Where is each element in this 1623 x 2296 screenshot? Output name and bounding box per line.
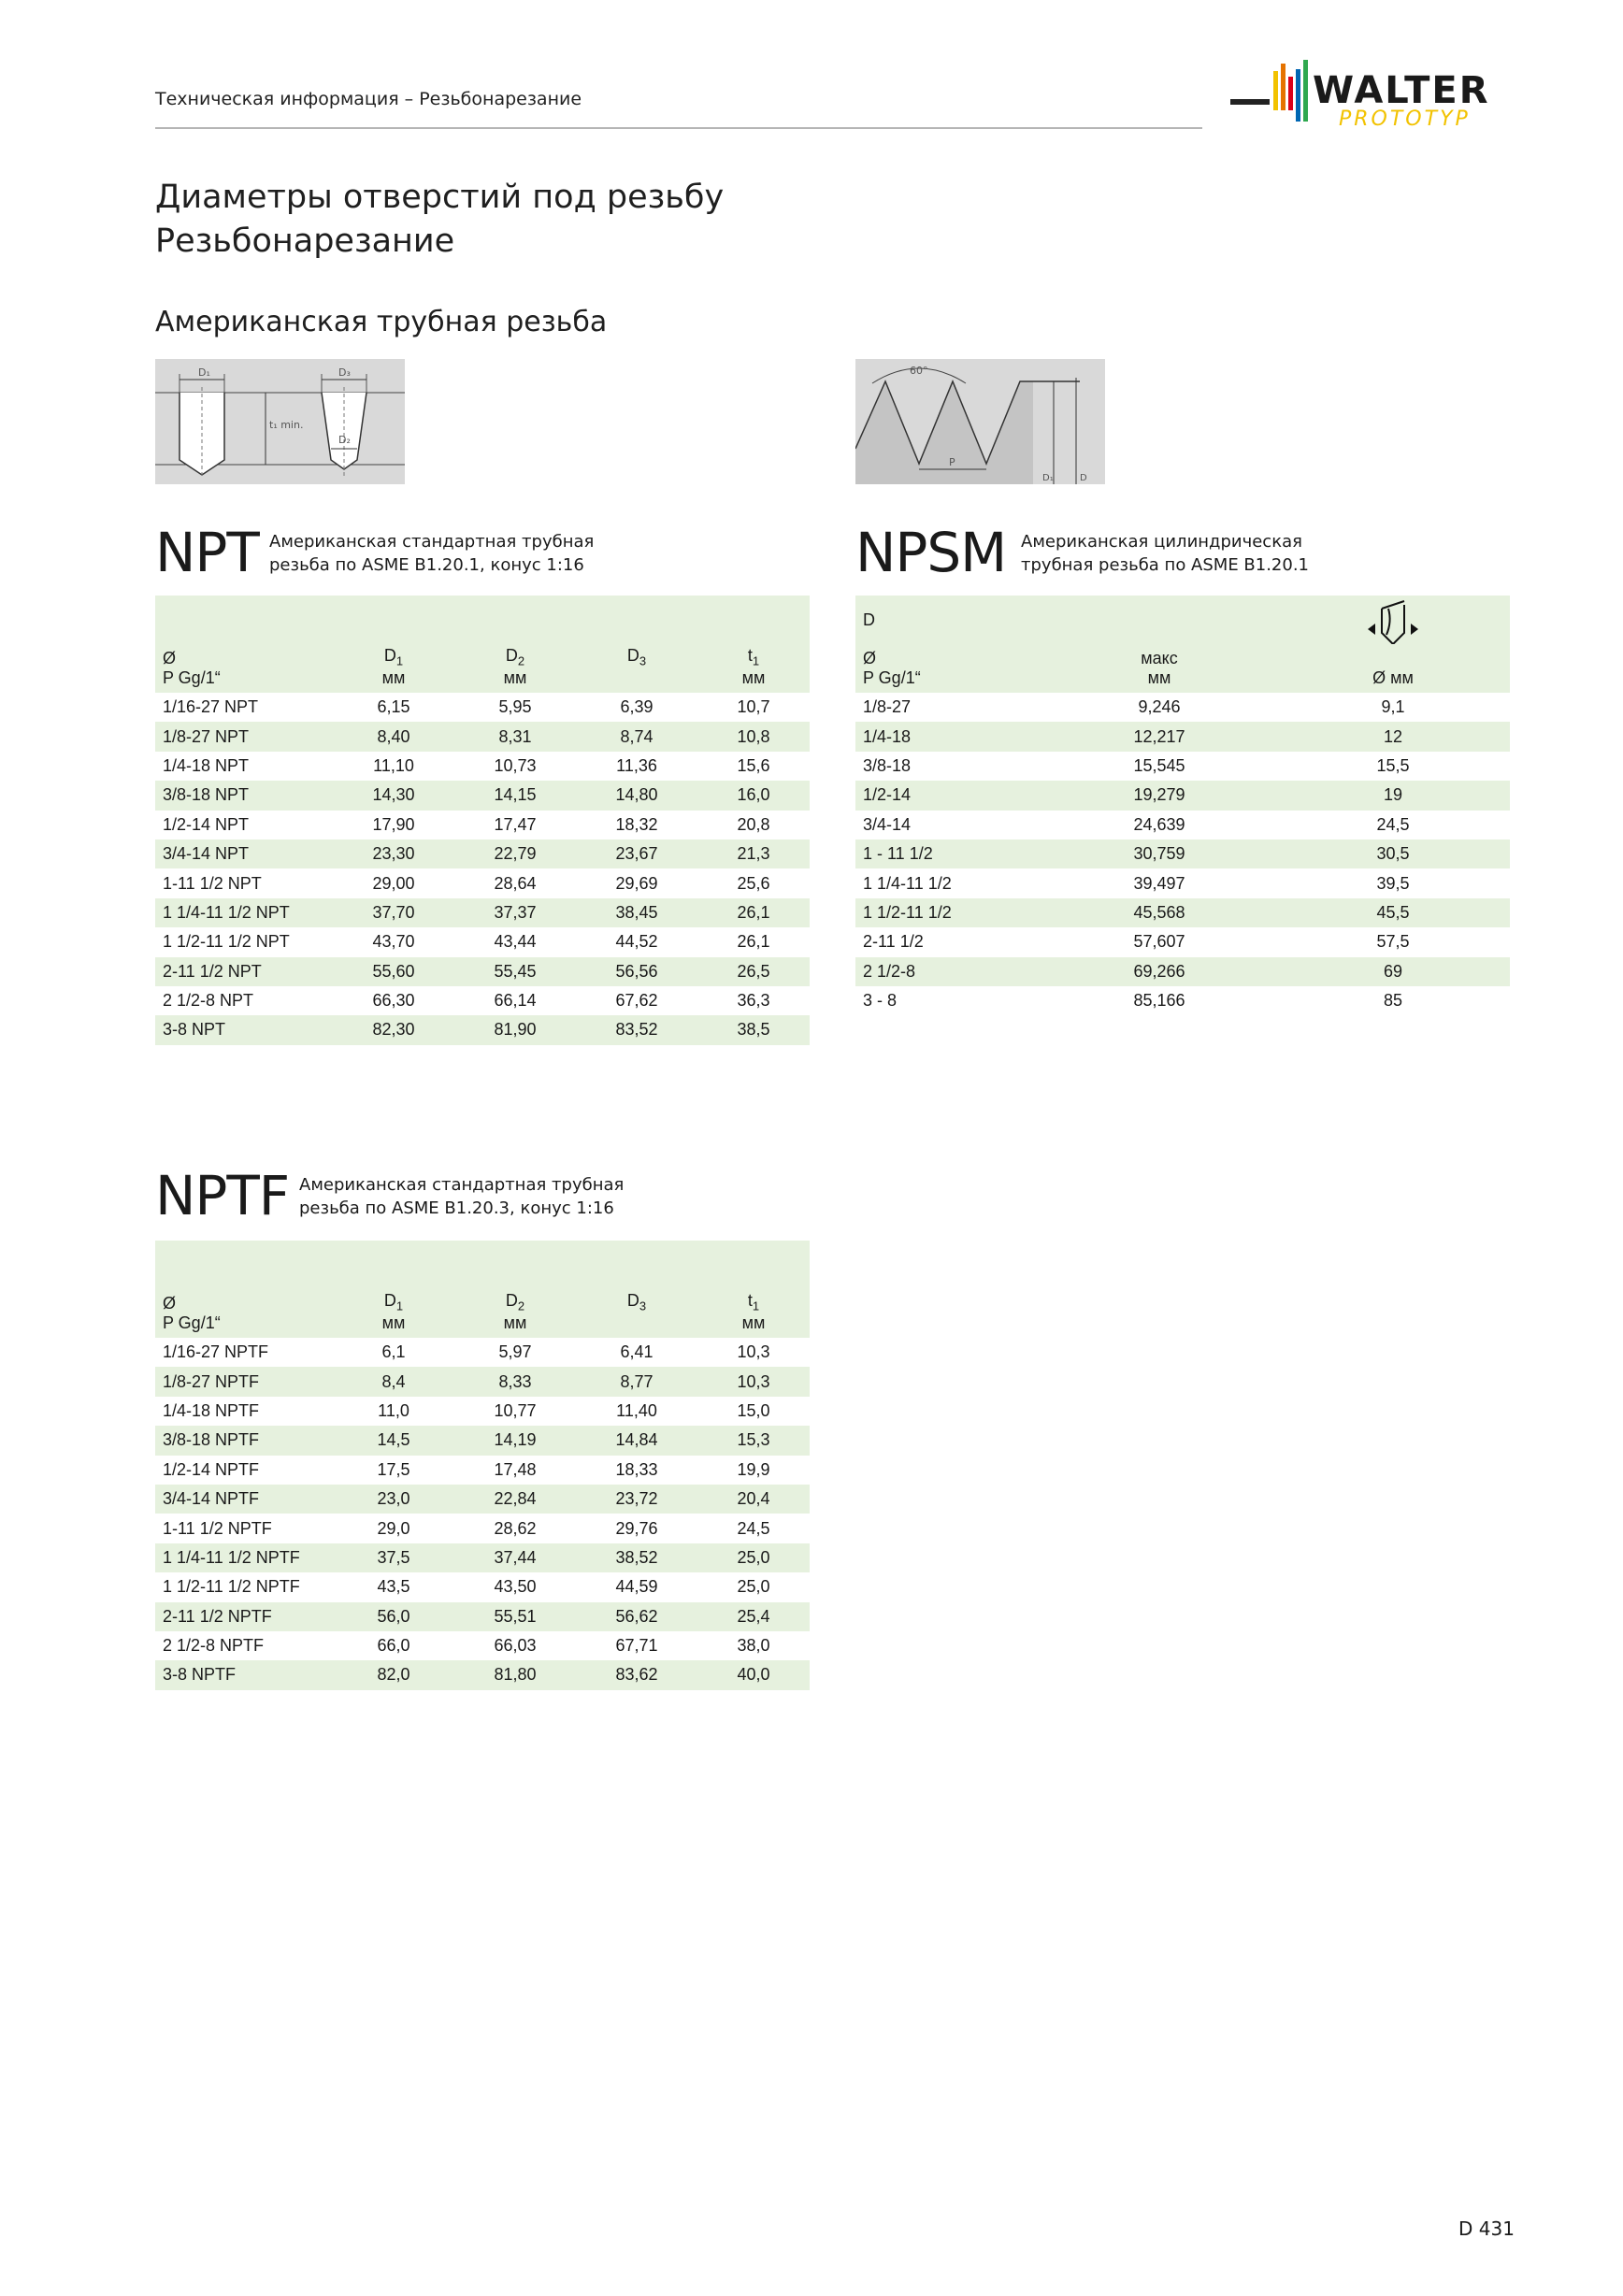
nptf-col-t1: $t_1$ — [747, 1291, 760, 1313]
npt-unit-d2: мм — [454, 668, 576, 693]
table-row — [855, 957, 1510, 986]
value-cell: 28,64 — [494, 873, 537, 893]
value-cell: 19,9 — [737, 1459, 770, 1479]
value-cell: 45,5 — [1376, 902, 1410, 922]
value-cell: 43,70 — [372, 932, 415, 952]
value-cell: 43,50 — [494, 1577, 537, 1597]
thread-size-cell: 1/8-27 — [863, 697, 912, 717]
value-cell: 8,31 — [498, 726, 532, 746]
value-cell: 30,5 — [1376, 844, 1410, 864]
npt-col-d1: $D_1$ — [383, 646, 404, 668]
label-p: P — [949, 456, 955, 468]
value-cell: 38,45 — [615, 902, 658, 922]
thread-size-cell: 3/4-14 — [863, 814, 912, 834]
npsm-col-d: D — [863, 610, 875, 629]
table-row — [155, 781, 810, 810]
value-cell: 6,1 — [381, 1342, 406, 1362]
value-cell: 69,266 — [1133, 961, 1185, 981]
table-row — [155, 1514, 810, 1543]
value-cell: 85,166 — [1133, 991, 1185, 1011]
label-t1: t₁ min. — [269, 419, 304, 431]
value-cell: 14,19 — [494, 1430, 537, 1450]
page-number: D 431 — [1458, 2217, 1515, 2240]
value-cell: 40,0 — [737, 1665, 770, 1685]
value-cell: 6,41 — [620, 1342, 654, 1362]
thread-size-cell: 1/4-18 — [863, 726, 912, 746]
npsm-code: NPSM — [855, 521, 1007, 584]
table-row — [155, 868, 810, 897]
table-row — [855, 722, 1510, 751]
page-title-line1: Диаметры отверстий под резьбу — [155, 179, 725, 216]
value-cell: 56,62 — [615, 1606, 658, 1626]
value-cell: 44,52 — [615, 932, 658, 952]
npsm-unit-max: мм — [1042, 668, 1276, 693]
nptf-col-d3: $D_3$ — [626, 1291, 647, 1313]
table-row — [155, 722, 810, 751]
value-cell: 9,1 — [1381, 697, 1405, 717]
nptf-code: NPTF — [155, 1164, 290, 1227]
table-row — [155, 986, 810, 1015]
table-row — [155, 693, 810, 722]
npt-description-line2: резьба по ASME B1.20.1, конус 1:16 — [269, 555, 584, 575]
value-cell: 57,5 — [1376, 932, 1410, 952]
table-row — [155, 957, 810, 986]
thread-size-cell: 1 1/4-11 1/2 — [863, 873, 952, 893]
npt-col-diameter: Ø — [163, 649, 177, 667]
table-row — [855, 839, 1510, 868]
value-cell: 81,90 — [494, 1020, 537, 1040]
value-cell: 17,48 — [494, 1459, 537, 1479]
thread-size-cell: 1/4-18 NPTF — [163, 1400, 260, 1420]
thread-size-cell: 1/8-27 NPT — [163, 726, 250, 746]
value-cell: 8,4 — [381, 1371, 406, 1391]
table-row — [155, 1485, 810, 1514]
logo-brand: WALTER — [1313, 69, 1490, 112]
nptf-col-pitch: P Gg/1“ — [155, 1313, 333, 1338]
table-row — [155, 1631, 810, 1660]
value-cell: 11,40 — [616, 1400, 657, 1420]
value-cell: 29,69 — [615, 873, 658, 893]
nptf-unit-d1: мм — [333, 1313, 454, 1338]
table-row — [155, 927, 810, 956]
npt-code: NPT — [155, 521, 259, 584]
value-cell: 81,80 — [494, 1665, 537, 1685]
value-cell: 67,71 — [615, 1636, 658, 1656]
npt-table — [155, 596, 810, 1045]
drill-icon — [1276, 596, 1510, 644]
table-row — [155, 898, 810, 927]
value-cell: 22,79 — [494, 844, 537, 864]
value-cell: 14,30 — [372, 785, 415, 805]
npsm-col-pitch: P Gg/1“ — [855, 668, 1042, 693]
thread-size-cell: 3/8-18 — [863, 755, 912, 775]
npsm-table — [855, 596, 1510, 1015]
thread-size-cell: 1/2-14 NPTF — [163, 1459, 260, 1479]
section-subtitle: Американская трубная резьба — [155, 306, 608, 338]
table-row — [155, 1602, 810, 1631]
value-cell: 12,217 — [1133, 726, 1185, 746]
value-cell: 15,6 — [737, 755, 770, 775]
thread-size-cell: 3-8 NPT — [163, 1020, 226, 1040]
thread-size-cell: 2 1/2-8 — [863, 961, 916, 981]
thread-size-cell: 3/4-14 NPT — [163, 844, 250, 864]
value-cell: 26,5 — [737, 961, 770, 981]
npt-col-d3: $D_3$ — [626, 646, 647, 668]
thread-size-cell: 3/4-14 NPTF — [163, 1489, 260, 1509]
value-cell: 5,97 — [498, 1342, 532, 1362]
value-cell: 24,5 — [737, 1518, 770, 1538]
table-row — [855, 868, 1510, 897]
value-cell: 56,0 — [377, 1606, 410, 1626]
value-cell: 6,15 — [377, 697, 410, 717]
value-cell: 10,8 — [737, 726, 770, 746]
npt-unit-t1: мм — [697, 668, 810, 693]
nptf-description — [299, 1173, 624, 1220]
thread-size-cell: 1-11 1/2 NPT — [163, 873, 262, 893]
npt-unit-d3 — [576, 668, 697, 693]
thread-size-cell: 1 1/2-11 1/2 NPTF — [163, 1577, 300, 1597]
value-cell: 17,5 — [377, 1459, 410, 1479]
value-cell: 25,0 — [737, 1577, 770, 1597]
value-cell: 8,33 — [498, 1371, 532, 1391]
value-cell: 14,15 — [494, 785, 537, 805]
value-cell: 19,279 — [1133, 785, 1185, 805]
value-cell: 25,6 — [737, 873, 770, 893]
table-row — [855, 693, 1510, 722]
nptf-unit-d3 — [576, 1313, 697, 1338]
value-cell: 14,5 — [377, 1430, 410, 1450]
thread-size-cell: 1 1/4-11 1/2 NPTF — [163, 1547, 300, 1567]
value-cell: 10,73 — [494, 755, 537, 775]
thread-size-cell: 3-8 NPTF — [163, 1665, 237, 1685]
table-row — [155, 1397, 810, 1426]
value-cell: 25,4 — [737, 1606, 770, 1626]
value-cell: 55,45 — [494, 961, 537, 981]
value-cell: 9,246 — [1138, 697, 1181, 717]
value-cell: 23,30 — [372, 844, 415, 864]
thread-profile-diagram — [855, 359, 1105, 484]
label-60deg: 60° — [910, 365, 928, 377]
header-section: Техническая информация – Резьбонарезание — [155, 89, 582, 109]
label-d1-profile: D₁ — [1042, 473, 1054, 483]
thread-size-cell: 2-11 1/2 — [863, 932, 924, 952]
thread-size-cell: 1 1/4-11 1/2 NPT — [163, 902, 290, 922]
value-cell: 23,72 — [615, 1489, 658, 1509]
thread-size-cell: 1/16-27 NPT — [163, 697, 259, 717]
value-cell: 82,30 — [372, 1020, 415, 1040]
thread-size-cell: 3/8-18 NPTF — [163, 1430, 260, 1450]
value-cell: 10,7 — [737, 697, 770, 717]
value-cell: 67,62 — [615, 991, 658, 1011]
nptf-unit-d2: мм — [454, 1313, 576, 1338]
value-cell: 18,33 — [615, 1459, 658, 1479]
thread-size-cell: 2 1/2-8 NPTF — [163, 1636, 265, 1656]
value-cell: 22,84 — [494, 1489, 537, 1509]
thread-size-cell: 2-11 1/2 NPT — [163, 961, 262, 981]
npt-rows — [155, 693, 810, 1045]
value-cell: 8,74 — [620, 726, 654, 746]
value-cell: 36,3 — [737, 991, 770, 1011]
value-cell: 29,00 — [372, 873, 415, 893]
table-row — [855, 898, 1510, 927]
value-cell: 66,30 — [372, 991, 415, 1011]
nptf-description-line1: Американская стандартная трубная — [299, 1175, 625, 1195]
value-cell: 5,95 — [498, 697, 532, 717]
page-title — [155, 176, 724, 264]
npsm-col-diameter: Ø — [863, 649, 877, 667]
logo-sub: PROTOTYP — [1339, 108, 1471, 131]
table-row — [155, 1456, 810, 1485]
nptf-description-line2: резьба по ASME B1.20.3, конус 1:16 — [299, 1198, 614, 1218]
table-row — [155, 1338, 810, 1367]
value-cell: 30,759 — [1133, 844, 1185, 864]
value-cell: 8,77 — [620, 1371, 654, 1391]
npt-unit-d1: мм — [333, 668, 454, 693]
walter-prototyp-logo — [1230, 58, 1520, 135]
value-cell: 56,56 — [615, 961, 658, 981]
value-cell: 17,90 — [372, 814, 415, 834]
table-row — [155, 1572, 810, 1601]
value-cell: 37,5 — [377, 1547, 410, 1567]
value-cell: 11,10 — [373, 755, 414, 775]
value-cell: 15,3 — [737, 1430, 770, 1450]
table-row — [155, 1426, 810, 1455]
table-row — [155, 1015, 810, 1044]
page-title-line2: Резьбонарезание — [155, 222, 455, 260]
npsm-description-line2: трубная резьба по ASME B1.20.1 — [1021, 555, 1310, 575]
value-cell: 24,5 — [1376, 814, 1410, 834]
value-cell: 19 — [1383, 785, 1403, 805]
value-cell: 14,80 — [615, 785, 658, 805]
value-cell: 69 — [1383, 961, 1403, 981]
npsm-description — [1021, 530, 1309, 577]
npt-description — [269, 530, 594, 577]
value-cell: 66,14 — [494, 991, 537, 1011]
value-cell: 55,51 — [494, 1606, 537, 1626]
nptf-table — [155, 1241, 810, 1690]
label-d1: D₁ — [198, 366, 210, 379]
value-cell: 38,0 — [737, 1636, 770, 1656]
npt-description-line1: Американская стандартная трубная — [269, 532, 595, 552]
value-cell: 18,32 — [615, 814, 658, 834]
label-d2: D₂ — [338, 434, 351, 446]
thread-size-cell: 1 1/2-11 1/2 NPT — [163, 932, 290, 952]
value-cell: 43,5 — [377, 1577, 410, 1597]
table-row — [855, 927, 1510, 956]
npt-col-d2: $D_2$ — [505, 646, 525, 668]
table-row — [155, 1660, 810, 1689]
value-cell: 28,62 — [494, 1518, 537, 1538]
value-cell: 15,545 — [1133, 755, 1185, 775]
table-row — [155, 811, 810, 839]
value-cell: 29,0 — [377, 1518, 410, 1538]
value-cell: 45,568 — [1133, 902, 1185, 922]
nptf-col-d1: $D_1$ — [383, 1291, 404, 1313]
value-cell: 26,1 — [737, 902, 770, 922]
label-d-profile: D — [1080, 473, 1087, 483]
value-cell: 15,0 — [737, 1400, 770, 1420]
value-cell: 29,76 — [615, 1518, 658, 1538]
value-cell: 85 — [1383, 991, 1403, 1011]
npsm-description-line1: Американская цилиндрическая — [1021, 532, 1302, 552]
value-cell: 10,3 — [737, 1342, 770, 1362]
value-cell: 23,0 — [377, 1489, 410, 1509]
thread-size-cell: 1/4-18 NPT — [163, 755, 250, 775]
value-cell: 44,59 — [615, 1577, 658, 1597]
npsm-col-max: макс — [1141, 649, 1178, 667]
value-cell: 37,44 — [494, 1547, 537, 1567]
value-cell: 10,77 — [494, 1400, 537, 1420]
value-cell: 26,1 — [737, 932, 770, 952]
npsm-rows — [855, 693, 1510, 1015]
value-cell: 15,5 — [1376, 755, 1410, 775]
table-row — [155, 752, 810, 781]
thread-size-cell: 1/2-14 — [863, 785, 912, 805]
value-cell: 66,03 — [494, 1636, 537, 1656]
value-cell: 37,37 — [494, 902, 537, 922]
nptf-col-diameter: Ø — [163, 1294, 177, 1313]
table-row — [855, 986, 1510, 1015]
npt-col-pitch: P Gg/1“ — [155, 668, 333, 693]
value-cell: 20,8 — [737, 814, 770, 834]
table-row — [155, 839, 810, 868]
value-cell: 11,0 — [378, 1400, 409, 1420]
thread-size-cell: 1-11 1/2 NPTF — [163, 1518, 272, 1538]
table-row — [155, 1367, 810, 1396]
value-cell: 25,0 — [737, 1547, 770, 1567]
value-cell: 6,39 — [620, 697, 654, 717]
thread-size-cell: 2-11 1/2 NPTF — [163, 1606, 272, 1626]
header-divider — [155, 127, 1202, 129]
value-cell: 24,639 — [1133, 814, 1185, 834]
value-cell: 11,36 — [616, 755, 657, 775]
value-cell: 83,62 — [615, 1665, 658, 1685]
npsm-col-drill-diameter: Ø мм — [1276, 668, 1510, 693]
thread-size-cell: 1/8-27 NPTF — [163, 1371, 260, 1391]
thread-size-cell: 3 - 8 — [863, 991, 898, 1011]
npt-col-t1: $t_1$ — [747, 646, 760, 668]
value-cell: 23,67 — [615, 844, 658, 864]
value-cell: 43,44 — [494, 932, 537, 952]
value-cell: 21,3 — [737, 844, 770, 864]
value-cell: 37,70 — [372, 902, 415, 922]
value-cell: 16,0 — [737, 785, 770, 805]
value-cell: 82,0 — [377, 1665, 410, 1685]
nptf-rows — [155, 1338, 810, 1690]
value-cell: 39,497 — [1133, 873, 1185, 893]
table-row — [855, 752, 1510, 781]
thread-size-cell: 3/8-18 NPT — [163, 785, 250, 805]
value-cell: 12 — [1383, 726, 1403, 746]
nptf-col-d2: $D_2$ — [505, 1291, 525, 1313]
value-cell: 17,47 — [494, 814, 537, 834]
thread-size-cell: 1/16-27 NPTF — [163, 1342, 269, 1362]
hole-diagram — [155, 359, 405, 484]
table-row — [155, 1543, 810, 1572]
value-cell: 83,52 — [615, 1020, 658, 1040]
value-cell: 14,84 — [615, 1430, 658, 1450]
value-cell: 10,3 — [737, 1371, 770, 1391]
value-cell: 38,5 — [737, 1020, 770, 1040]
thread-size-cell: 1/2-14 NPT — [163, 814, 250, 834]
nptf-unit-t1: мм — [697, 1313, 810, 1338]
thread-size-cell: 2 1/2-8 NPT — [163, 991, 254, 1011]
value-cell: 38,52 — [615, 1547, 658, 1567]
thread-size-cell: 1 - 11 1/2 — [863, 844, 933, 864]
label-d3: D₃ — [338, 366, 351, 379]
thread-size-cell: 1 1/2-11 1/2 — [863, 902, 952, 922]
table-row — [855, 781, 1510, 810]
value-cell: 20,4 — [737, 1489, 770, 1509]
value-cell: 39,5 — [1376, 873, 1410, 893]
value-cell: 8,40 — [377, 726, 410, 746]
value-cell: 55,60 — [372, 961, 415, 981]
table-row — [855, 811, 1510, 839]
value-cell: 66,0 — [377, 1636, 410, 1656]
value-cell: 57,607 — [1133, 932, 1185, 952]
